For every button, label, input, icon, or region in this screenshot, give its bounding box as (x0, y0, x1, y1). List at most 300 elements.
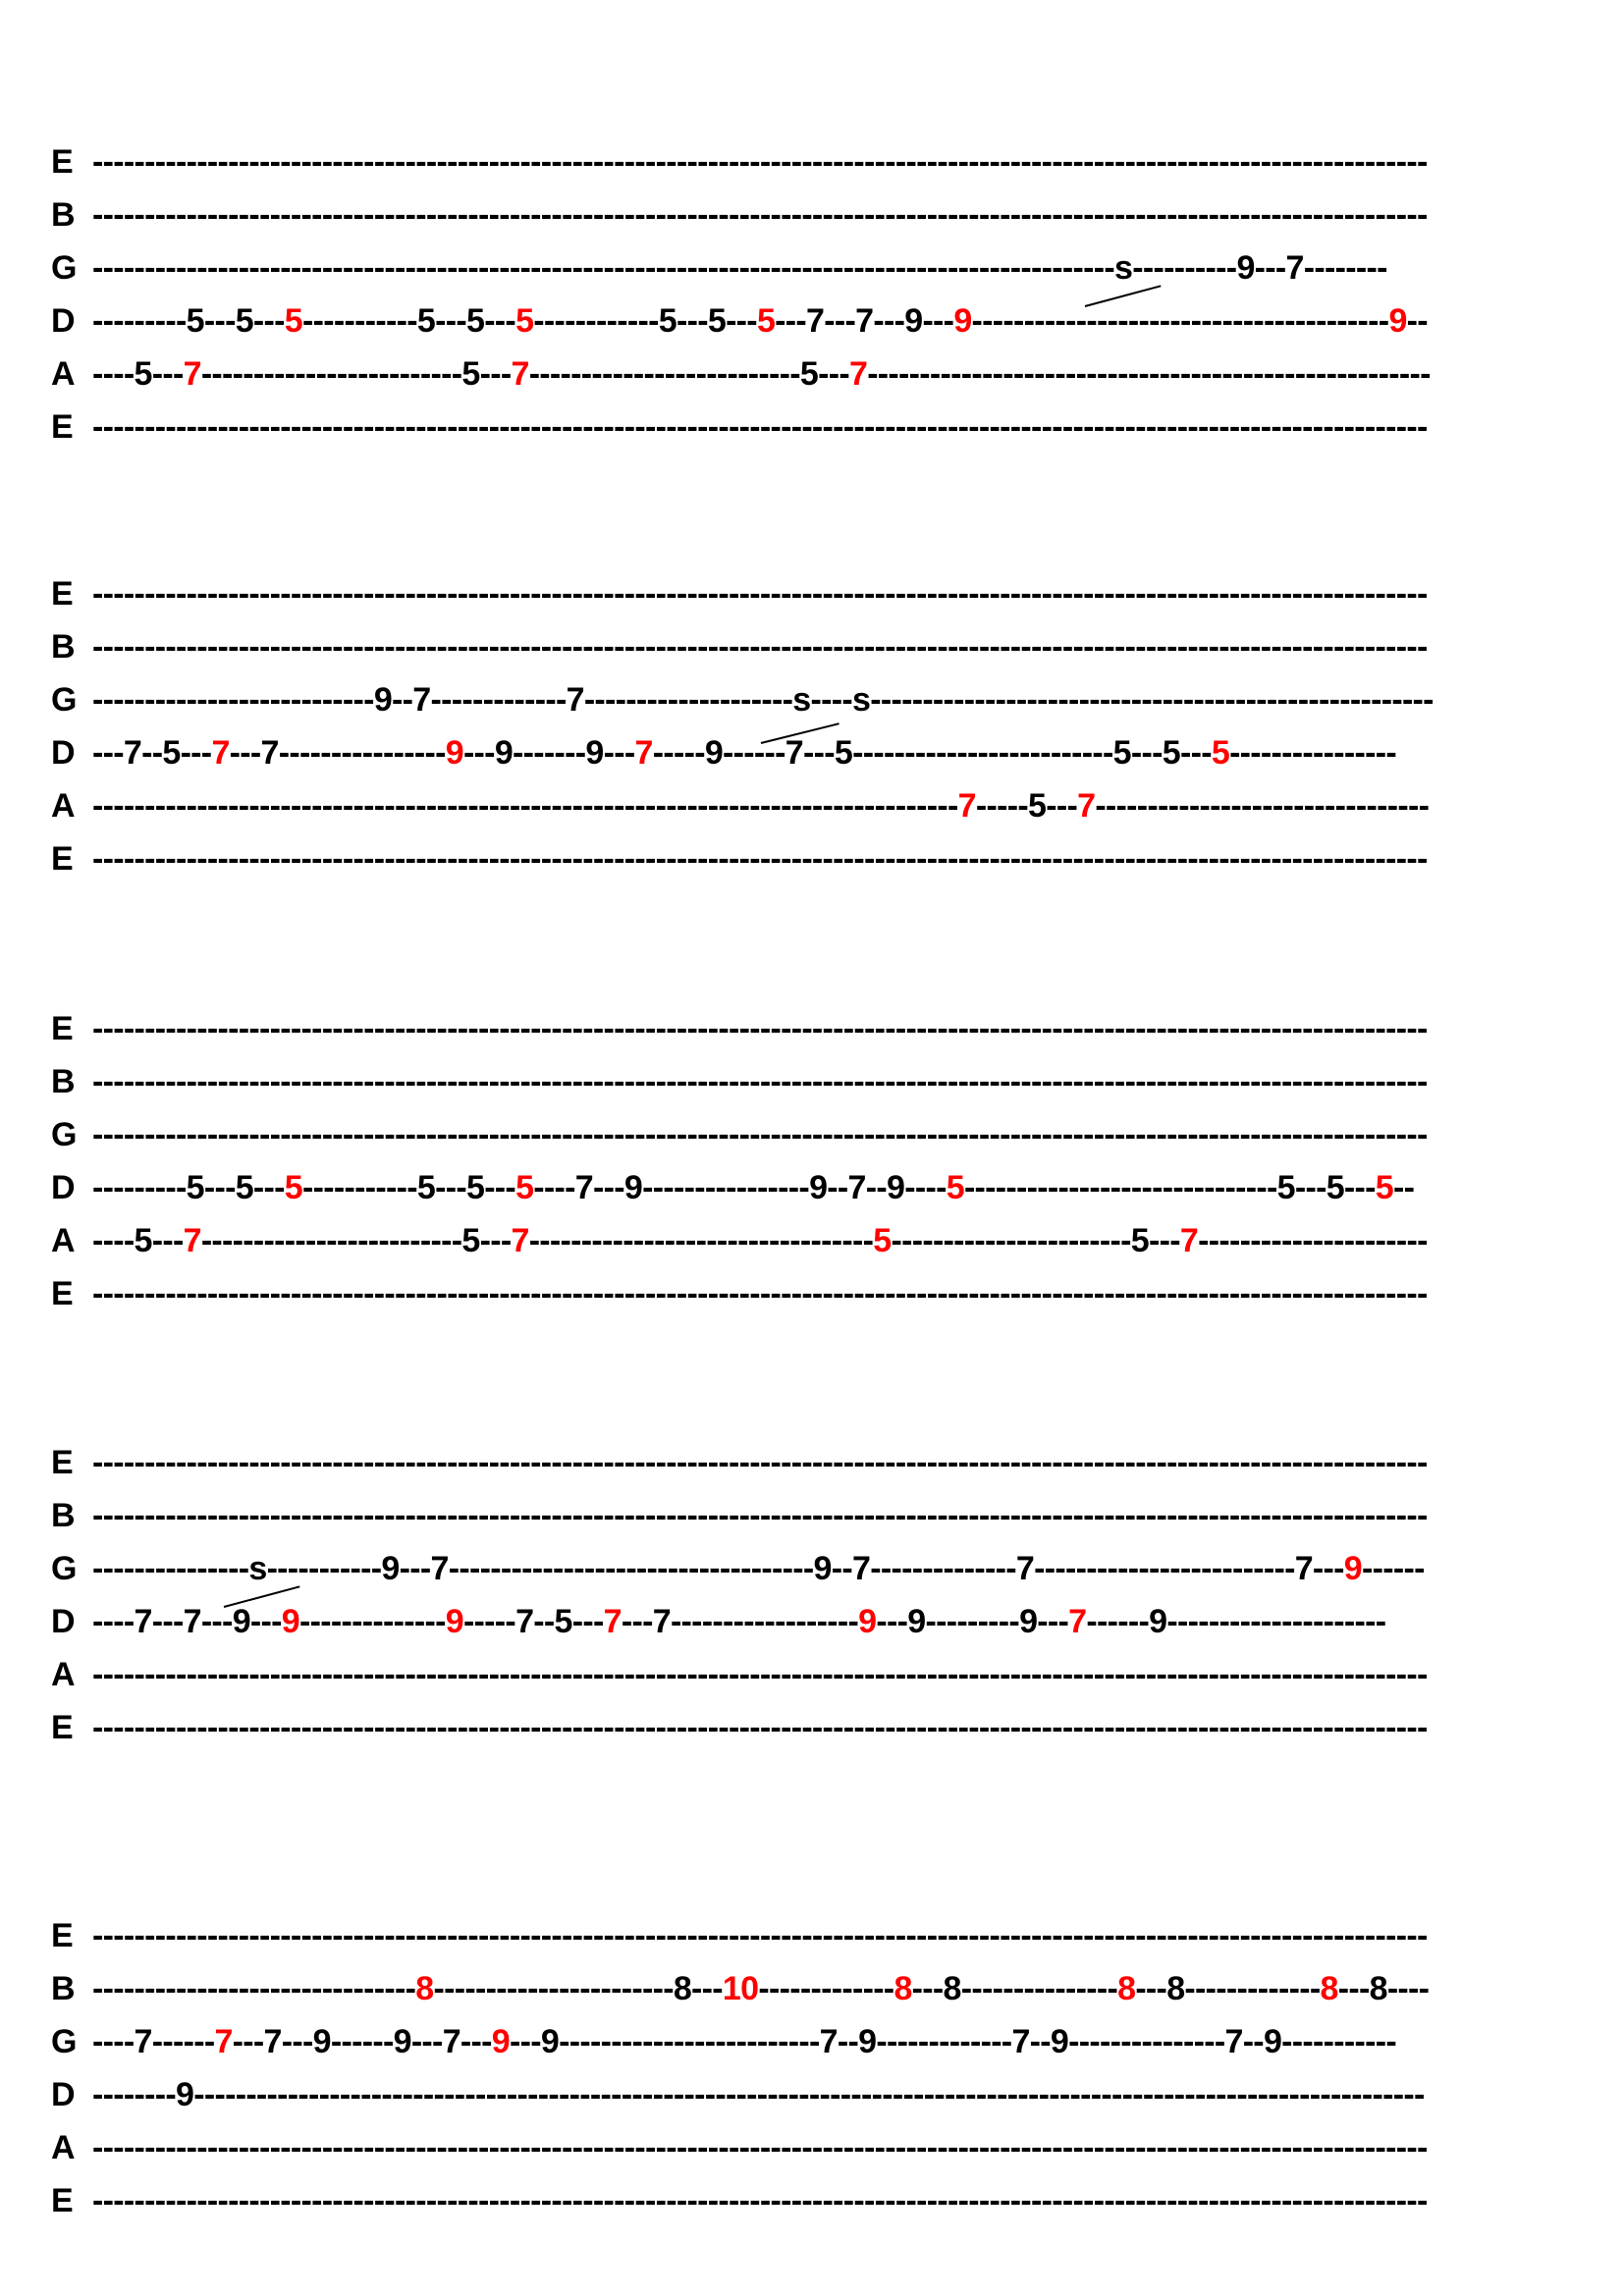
dash-run: -- (1393, 1168, 1415, 1206)
fret-number: 5 (416, 1168, 436, 1206)
fret-number-highlight: 7 (211, 733, 230, 772)
fret-number: 7 (1224, 2022, 1243, 2060)
fret-number-highlight: 9 (445, 733, 463, 772)
tab-notes (92, 143, 1428, 182)
dash-run: ------------- (1184, 1969, 1321, 2007)
fret-number: 9 (393, 2022, 411, 2060)
dash-run: -------------------------------------------------------------------------------------------------------------------------------- (92, 574, 1428, 613)
string-label: E (51, 1443, 74, 1481)
dash-run: --- (484, 1168, 516, 1206)
dash-run: ------------ (533, 301, 659, 340)
string-label: B (51, 195, 76, 234)
fret-number: 5 (834, 733, 853, 772)
tab-line-a-5 (0, 2121, 1624, 2174)
fret-number: 5 (1162, 733, 1180, 772)
dash-run: --- (876, 1602, 908, 1640)
fret-number-highlight: 9 (953, 301, 972, 340)
dash-run: ---------------------- (1198, 1221, 1428, 1259)
string-label: E (51, 1916, 74, 1954)
fret-number: 9 (704, 733, 724, 772)
dash-run: ------------------------- (559, 2022, 820, 2060)
dash-run: --- (676, 301, 708, 340)
tab-notes (92, 355, 1431, 394)
fret-number: 7 (1015, 1549, 1035, 1587)
tab-line-a-5 (0, 1214, 1624, 1267)
slide-letter: s (792, 680, 811, 719)
tab-block-2 (0, 567, 1624, 885)
fret-number: 5 (134, 354, 152, 393)
tab-notes (92, 681, 1434, 720)
dash-run: -- (1029, 2022, 1051, 2060)
fret-number: 5 (134, 1221, 152, 1259)
tab-notes (92, 1970, 1429, 2008)
fret-number-highlight: 7 (848, 354, 868, 393)
dash-run: -------------- (299, 1602, 446, 1640)
fret-number: 7 (123, 733, 142, 772)
dash-run: ----- (975, 786, 1028, 825)
dash-run: --- (479, 1221, 512, 1259)
dash-run: --- (281, 2022, 313, 2060)
tab-line-d-4 (0, 726, 1624, 779)
string-label: G (51, 1549, 78, 1587)
string-label: D (51, 301, 76, 340)
fret-number: 5 (799, 354, 819, 393)
dash-run: --- (399, 1549, 431, 1587)
fret-number-highlight: 7 (1068, 1602, 1087, 1640)
fret-number-highlight: 8 (415, 1969, 434, 2007)
fret-number: 7 (430, 1549, 449, 1587)
tab-notes (92, 787, 1429, 826)
fret-number-highlight: 5 (1375, 1168, 1394, 1206)
tab-notes (92, 1603, 1385, 1641)
fret-number: 9 (858, 2022, 877, 2060)
fret-number: 7 (1285, 248, 1304, 287)
dash-run: -------------------------------------------------------------------------------------------------------------------------------- (92, 1062, 1428, 1100)
dash-run: --- (1046, 786, 1078, 825)
dash-run: --- (460, 2022, 492, 2060)
dash-run: ---------------- (1229, 733, 1397, 772)
dash-run: ------------- (876, 2022, 1012, 2060)
dash-run: -- (392, 680, 413, 719)
dash-run: --- (203, 301, 236, 340)
dash-run: -------------------------------------------------------------------------------------------------- (92, 248, 1114, 287)
tab-notes (92, 1116, 1428, 1154)
fret-number-highlight: 5 (1211, 733, 1230, 772)
dash-run: --------------- (1068, 2022, 1225, 2060)
dash-run: --- (462, 733, 495, 772)
fret-number: 9 (809, 1168, 828, 1206)
dash-run: ------ (330, 2022, 394, 2060)
dash-run: -- (831, 1549, 852, 1587)
tab-line-a-5 (0, 1648, 1624, 1701)
dash-run: ---------------- (642, 1168, 810, 1206)
tab-notes (92, 2076, 1425, 2114)
fret-number: 7 (652, 1602, 671, 1640)
string-label: D (51, 1602, 76, 1640)
tab-line-g-3 (0, 241, 1624, 294)
string-label: A (51, 1221, 76, 1259)
tab-line-a-5 (0, 347, 1624, 400)
dash-run: --- (151, 1602, 184, 1640)
fret-number-highlight: 5 (873, 1221, 892, 1259)
fret-number: 5 (658, 301, 677, 340)
fret-number-highlight: 7 (957, 786, 976, 825)
fret-number: 7 (134, 1602, 152, 1640)
dash-run: -- (1242, 2022, 1264, 2060)
dash-run: ----------- (302, 301, 417, 340)
dash-run: ----- (462, 1602, 516, 1640)
tab-notes (92, 1063, 1428, 1101)
tab-notes (92, 1497, 1428, 1535)
dash-run: ------------- (758, 1969, 894, 2007)
dash-run: --- (479, 354, 512, 393)
fret-number: 5 (235, 301, 253, 340)
dash-run: -------------------------------------------------------------------------------------------------------------------------------- (92, 1916, 1428, 1954)
string-label: B (51, 627, 76, 666)
tab-line-g-3 (0, 2015, 1624, 2068)
dash-run: ------ (723, 733, 785, 772)
string-label: G (51, 680, 78, 719)
dash-run: -- (865, 1168, 887, 1206)
string-label: E (51, 1009, 74, 1047)
dash-run: --- (1130, 733, 1163, 772)
dash-run: -------- (92, 2075, 176, 2113)
dash-run: -------------------------------------------------------------------------------------------------------------------------------- (92, 839, 1428, 878)
dash-run: ---- (92, 2022, 135, 2060)
fret-number: 7 (134, 2022, 152, 2060)
dash-run: ---- (810, 680, 852, 719)
dash-run: --- (911, 1969, 944, 2007)
tab-line-e-1 (0, 135, 1624, 188)
tab-line-b-2 (0, 188, 1624, 241)
fret-number-highlight: 7 (214, 2022, 233, 2060)
fret-number: 9 (904, 301, 923, 340)
dash-run: -------------------------------------------------------------------------------------------------------------------------------- (92, 2128, 1428, 2166)
fret-number: 5 (1112, 733, 1131, 772)
dash-run: ---------------------------------------------------------------------------------------------------------------------- (193, 2075, 1425, 2113)
tab-block-5 (0, 1909, 1624, 2227)
dash-run: -------------------------------------------------------------------------------------------------------------------------------- (92, 1274, 1428, 1312)
tab-notes (92, 302, 1428, 341)
fret-number: 5 (186, 301, 204, 340)
tab-notes (92, 2023, 1396, 2061)
fret-number: 8 (1166, 1969, 1185, 2007)
dash-run: -------------------------- (528, 354, 800, 393)
fret-number: 7 (412, 680, 431, 719)
tab-line-b-2 (0, 620, 1624, 673)
tab-line-d-4 (0, 2068, 1624, 2121)
dash-run: --- (200, 1602, 233, 1640)
dash-run: --- (803, 733, 835, 772)
dash-run: ----------- (1281, 2022, 1397, 2060)
dash-run: --------------- (92, 1549, 249, 1587)
tab-line-e-6 (0, 832, 1624, 885)
string-label: A (51, 2128, 76, 2166)
fret-number-highlight: 9 (491, 2022, 510, 2060)
tab-notes (92, 1656, 1428, 1694)
dash-run: ------------------------------------------------------ (870, 680, 1434, 719)
fret-number-highlight: 5 (946, 1168, 964, 1206)
dash-run: ---- (92, 354, 135, 393)
dash-run: ---- (1386, 1969, 1430, 2007)
string-label: E (51, 407, 74, 446)
fret-number: 9 (1050, 2022, 1069, 2060)
dash-run: --- (691, 1969, 723, 2007)
dash-run: ---- (533, 1168, 575, 1206)
fret-number-highlight: 9 (858, 1602, 877, 1640)
dash-run: ---------- (1132, 248, 1237, 287)
tab-line-d-4 (0, 294, 1624, 347)
string-label: B (51, 1496, 76, 1534)
tab-notes (92, 575, 1428, 614)
fret-number: 5 (554, 1602, 572, 1640)
dash-run: --- (151, 354, 184, 393)
fret-number: 7 (851, 1549, 871, 1587)
string-label: E (51, 142, 74, 181)
dash-run: --------- (925, 1602, 1020, 1640)
dash-run: --- (593, 1168, 624, 1206)
tab-notes (92, 2129, 1428, 2167)
fret-number: 5 (461, 354, 480, 393)
tab-line-g-3 (0, 673, 1624, 726)
fret-number: 7 (1011, 2022, 1030, 2060)
slide-letter: s (851, 680, 871, 719)
fret-number-highlight: 5 (284, 301, 303, 340)
dash-run: -------------------------------------------------------------------------------------------------------------------------------- (92, 1655, 1428, 1693)
fret-number: 7 (1294, 1549, 1313, 1587)
string-label: E (51, 1708, 74, 1746)
fret-number: 9 (585, 733, 604, 772)
dash-run: --- (1037, 1602, 1069, 1640)
fret-number: 9 (232, 1602, 250, 1640)
tab-notes (92, 408, 1428, 447)
dash-run: -------------------------------------------------------------------------------------------------------------------------------- (92, 1708, 1428, 1746)
tab-notes (92, 628, 1428, 667)
fret-number: 7 (785, 733, 803, 772)
string-label: D (51, 2075, 76, 2113)
tab-notes (92, 734, 1396, 773)
dash-run: -- (141, 733, 163, 772)
dash-run: ------------------------------- (92, 1969, 416, 2007)
tab-line-e-6 (0, 2174, 1624, 2227)
dash-run: ------------- (430, 680, 567, 719)
tab-line-b-2 (0, 1489, 1624, 1542)
fret-number: 7 (855, 301, 874, 340)
fret-number-highlight: 5 (515, 1168, 534, 1206)
dash-run: --- (824, 301, 856, 340)
fret-number-highlight: 7 (183, 354, 201, 393)
dash-run: -- (1406, 301, 1428, 340)
fret-number: 5 (465, 1168, 485, 1206)
dash-run: ------- (513, 733, 586, 772)
fret-number: 8 (1369, 1969, 1387, 2007)
dash-run: --- (1148, 1221, 1180, 1259)
fret-number: 5 (162, 733, 181, 772)
fret-number: 7 (183, 1602, 201, 1640)
fret-number: 5 (1326, 1168, 1344, 1206)
dash-run: --- (621, 1602, 653, 1640)
fret-number: 8 (943, 1969, 961, 2007)
dash-run: --------------------------------- (528, 1221, 874, 1259)
dash-run: ----------- (266, 1549, 382, 1587)
tab-notes (92, 196, 1428, 235)
string-label: E (51, 1274, 74, 1312)
fret-number: 7 (515, 1602, 534, 1640)
slide-letter: s (1113, 248, 1133, 287)
fret-number-highlight: 7 (603, 1602, 622, 1640)
tab-line-a-5 (0, 779, 1624, 832)
tab-line-d-4 (0, 1161, 1624, 1214)
fret-number: 9 (175, 2075, 194, 2113)
dash-run: ----------------------- (433, 1969, 674, 2007)
tab-line-e-6 (0, 1701, 1624, 1754)
dash-run: --- (1312, 1549, 1344, 1587)
dash-run: -------------------------------------------------------------------------------------------------------------------------------- (92, 2181, 1428, 2219)
dash-run: ----------------------- (891, 1221, 1131, 1259)
dash-run: -- (827, 1168, 848, 1206)
fret-number: 5 (235, 1168, 253, 1206)
string-label: E (51, 574, 74, 613)
tab-line-b-2 (0, 1962, 1624, 2015)
dash-run: -------------------- (583, 680, 793, 719)
fret-number: 7 (574, 1168, 593, 1206)
tab-notes (92, 1222, 1428, 1260)
dash-run: ---- (904, 1168, 947, 1206)
dash-run: -------------------------------------------------------------------------------------------------------------------------------- (92, 195, 1428, 234)
fret-number-highlight: 7 (634, 733, 653, 772)
fret-number-highlight: 10 (722, 1969, 759, 2007)
dash-run: --- (249, 1602, 282, 1640)
dash-run: --- (484, 301, 516, 340)
dash-run: ---- (92, 1221, 135, 1259)
string-label: D (51, 1168, 76, 1206)
fret-number-highlight: 5 (284, 1168, 303, 1206)
tab-line-d-4 (0, 1595, 1624, 1648)
dash-run: --- (232, 2022, 264, 2060)
dash-run: --- (252, 301, 285, 340)
fret-number: 7 (847, 1168, 866, 1206)
fret-number: 5 (1028, 786, 1047, 825)
dash-run: --- (229, 733, 261, 772)
dash-run: --- (92, 733, 124, 772)
dash-run: --- (603, 733, 635, 772)
dash-run: -------------------------------------------------------------------------------------------------------------------------------- (92, 627, 1428, 666)
string-label: B (51, 1062, 76, 1100)
fret-number: 5 (1276, 1168, 1295, 1206)
fret-number: 7 (442, 2022, 460, 2060)
string-label: E (51, 839, 74, 878)
tab-notes (92, 1444, 1428, 1482)
fret-number: 9 (540, 2022, 560, 2060)
fret-number-highlight: 5 (515, 301, 534, 340)
fret-number: 5 (465, 301, 485, 340)
fret-number: 9 (1019, 1602, 1038, 1640)
dash-run: --- (1135, 1969, 1167, 2007)
fret-number: 9 (887, 1168, 905, 1206)
dash-run: --- (922, 301, 954, 340)
dash-run: -------------- (870, 1549, 1016, 1587)
dash-run: --- (435, 301, 466, 340)
string-label: A (51, 354, 76, 393)
fret-number: 9 (312, 2022, 331, 2060)
fret-number-highlight: 8 (1320, 1969, 1338, 2007)
tab-notes (92, 1169, 1414, 1207)
fret-number-highlight: 9 (281, 1602, 299, 1640)
fret-number-highlight: 7 (511, 354, 529, 393)
fret-number: 9 (1149, 1602, 1167, 1640)
tab-line-g-3 (0, 1542, 1624, 1595)
tab-notes (92, 1709, 1428, 1747)
dash-run: ----------------------------------- (448, 1549, 814, 1587)
string-label: B (51, 1969, 76, 2007)
tab-line-e-1 (0, 1436, 1624, 1489)
tab-line-e-1 (0, 1002, 1624, 1055)
dash-run: --- (203, 1168, 236, 1206)
fret-number: 7 (260, 733, 279, 772)
dash-run: --- (1254, 248, 1286, 287)
dash-run: -------------------------------------------------------------------------------------------------------------------------------- (92, 1009, 1428, 1047)
tab-notes (92, 1917, 1428, 1955)
tab-line-b-2 (0, 1055, 1624, 1108)
dash-run: --- (775, 301, 807, 340)
dash-run: ------ (1086, 1602, 1150, 1640)
fret-number: 7 (263, 2022, 282, 2060)
fret-number-highlight: 7 (1179, 1221, 1199, 1259)
fret-number: 7 (806, 301, 825, 340)
dash-run: ------------------------- (852, 733, 1113, 772)
dash-run: --- (410, 2022, 443, 2060)
dash-run: --- (435, 1168, 466, 1206)
dash-run: -------------------------------------------------------------------------------------------------------------------------------- (92, 1115, 1428, 1153)
string-label: A (51, 1655, 76, 1693)
tab-block-3 (0, 1002, 1624, 1320)
tab-notes (92, 1275, 1428, 1313)
string-label: D (51, 733, 76, 772)
string-label: G (51, 2022, 78, 2060)
slide-letter: s (248, 1549, 267, 1587)
dash-run: -- (533, 1602, 555, 1640)
dash-run: ------------------------------ (963, 1168, 1277, 1206)
dash-run: -------------------------------------------------------------------------------------------------------------------------------- (92, 1496, 1428, 1534)
dash-run: ------ (151, 2022, 215, 2060)
dash-run: -------- (1303, 248, 1387, 287)
dash-run: --- (571, 1602, 604, 1640)
dash-run: --------- (92, 1168, 187, 1206)
fret-number: 9 (373, 680, 393, 719)
fret-number: 9 (381, 1549, 400, 1587)
fret-number-highlight: 8 (893, 1969, 912, 2007)
dash-run: -------------------------------- (1095, 786, 1430, 825)
fret-number: 5 (1130, 1221, 1149, 1259)
string-label: G (51, 248, 78, 287)
fret-number: 5 (461, 1221, 480, 1259)
tab-notes (92, 2182, 1428, 2220)
dash-run: ----------------------------------------------------------------------------------- (92, 786, 958, 825)
dash-run: ------------------------- (1034, 1549, 1295, 1587)
dash-run: ---------------------------------------- (971, 301, 1389, 340)
dash-run: -------------------------------------------------------------------------------------------------------------------------------- (92, 407, 1428, 446)
fret-number: 5 (186, 1168, 204, 1206)
fret-number-highlight: 9 (1343, 1549, 1363, 1587)
dash-run: --- (818, 354, 849, 393)
tab-line-g-3 (0, 1108, 1624, 1161)
fret-number: 5 (416, 301, 436, 340)
fret-number: 9 (1236, 248, 1255, 287)
dash-run: ------ (1362, 1549, 1425, 1587)
fret-number-highlight: 9 (1388, 301, 1407, 340)
dash-run: ------------------ (670, 1602, 859, 1640)
tab-notes (92, 840, 1428, 879)
